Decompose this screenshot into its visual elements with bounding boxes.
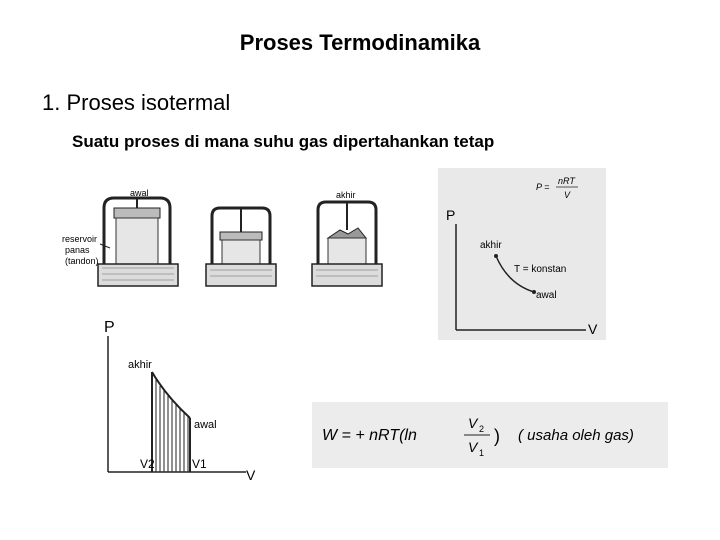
- pv-bottom-v2: V2: [140, 457, 155, 471]
- work-shaded-area: [152, 374, 188, 472]
- pv-bottom-v1: V1: [192, 457, 207, 471]
- cylinder-initial: [98, 198, 178, 286]
- pv-diagram-top: [438, 168, 606, 340]
- pv-formula-lhs: P =: [536, 182, 550, 192]
- definition-text: Suatu proses di mana suhu gas dipertahankan tetap: [72, 132, 495, 151]
- cylinder-final: [312, 202, 382, 286]
- cyl3-akhir-label: akhir: [336, 190, 356, 200]
- slide-title: Proses Termodinamika: [239, 30, 481, 55]
- pv-top-axis-p: P: [446, 207, 456, 223]
- pv-bottom-akhir: akhir: [128, 359, 152, 371]
- pv-formula-num: nRT: [558, 176, 575, 186]
- reservoir-label-1: reservoir: [62, 234, 98, 244]
- work-formula-lhs: W = + nRT(ln: [322, 427, 417, 444]
- pv-bottom-curve: [152, 372, 190, 418]
- work-frac-num-sub: 2: [479, 424, 485, 434]
- reservoir-label-2: panas: [65, 245, 90, 255]
- pv-top-T-label: T = konstan: [514, 264, 567, 275]
- work-formula: [312, 402, 668, 468]
- pv-bottom-axis-v: V: [246, 467, 256, 483]
- cylinder-middle: [206, 208, 276, 286]
- work-frac-den: V: [468, 439, 478, 455]
- pv-top-akhir: akhir: [480, 240, 502, 251]
- cylinder-diagrams: [62, 186, 392, 298]
- reservoir-label-3: (tandon): [65, 256, 99, 266]
- pv-top-awal: awal: [536, 290, 557, 301]
- work-formula-close: ): [494, 426, 500, 446]
- pv-diagram-work: [96, 314, 276, 484]
- pv-top-axis-v: V: [588, 321, 598, 337]
- work-formula-note: ( usaha oleh gas): [518, 427, 634, 444]
- pv-bottom-awal: awal: [194, 419, 217, 431]
- cyl1-awal-label: awal: [130, 188, 149, 198]
- pv-formula-den: V: [564, 190, 571, 200]
- pv-bottom-axis-p: P: [104, 319, 115, 336]
- section-heading: 1. Proses isotermal: [42, 90, 231, 115]
- work-frac-num: V: [468, 415, 478, 431]
- work-frac-den-sub: 1: [479, 448, 485, 458]
